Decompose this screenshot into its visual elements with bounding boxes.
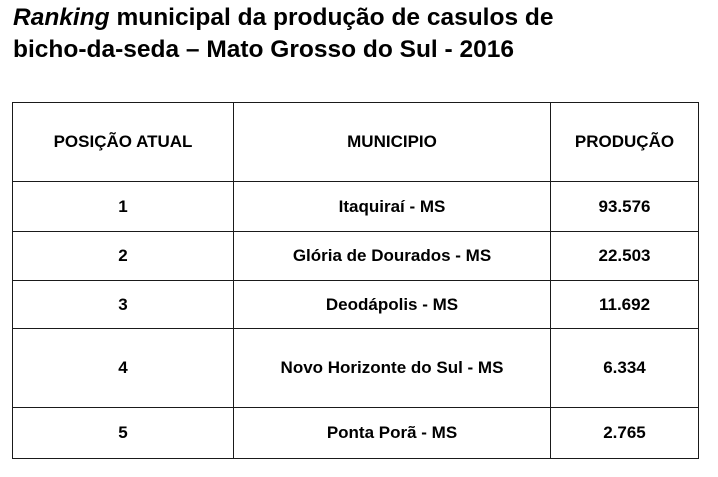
table-row [13,232,699,281]
cell-producao: 93.576 [551,182,699,232]
table-row [13,182,699,232]
title-line-1 [13,2,713,34]
cell-municipio: Ponta Porã - MS [234,408,551,459]
header-municipio: MUNICIPIO [234,103,551,182]
cell-producao: 11.692 [551,281,699,329]
cell-producao: 2.765 [551,408,699,459]
cell-position: 2 [13,232,234,281]
title-line-1-rest: municipal da produção de casulos de [109,4,554,31]
table-row [13,408,699,459]
cell-municipio: Novo Horizonte do Sul - MS [234,329,551,408]
title-line-2: bicho-da-seda – Mato Grosso do Sul - 2016 [13,36,514,63]
cell-position: 3 [13,281,234,329]
table-row [13,329,699,408]
header-posicao: POSIÇÃO ATUAL [13,103,234,182]
cell-position: 1 [13,182,234,232]
document-title [13,2,713,66]
cell-producao: 22.503 [551,232,699,281]
cell-position: 5 [13,408,234,459]
cell-producao: 6.334 [551,329,699,408]
cell-municipio: Deodápolis - MS [234,281,551,329]
cell-position: 4 [13,329,234,408]
table-row [13,281,699,329]
title-italic-word: Ranking [13,4,110,31]
cell-municipio: Glória de Dourados - MS [234,232,551,281]
header-producao: PRODUÇÃO [551,103,699,182]
ranking-table [12,102,699,459]
table-header-row [13,103,699,182]
cell-municipio: Itaquiraí - MS [234,182,551,232]
